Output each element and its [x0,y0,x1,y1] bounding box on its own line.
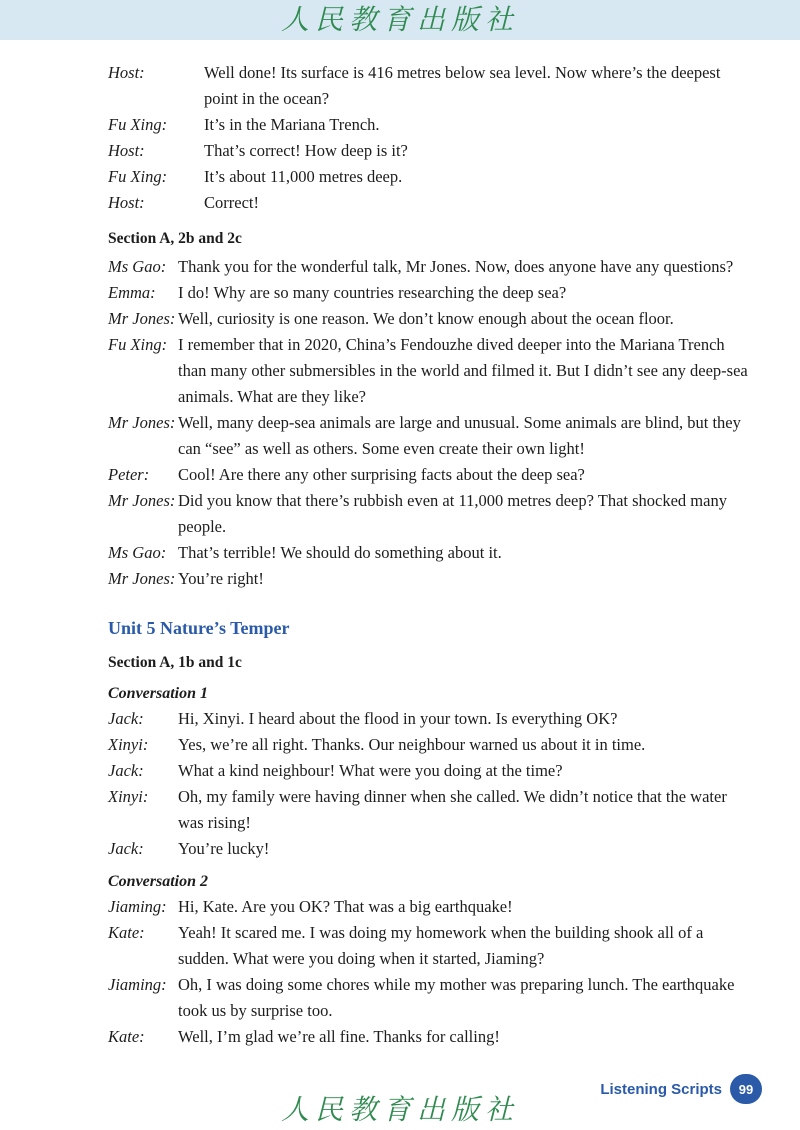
dialogue-block-2 [108,254,748,592]
speaker: Ms Gao: [108,257,167,276]
conversation-2 [108,894,748,1050]
section-heading: Section A, 2b and 2c [108,230,242,247]
speaker: Host: [108,193,145,212]
listening-scripts [108,60,748,1050]
dialogue-line [108,706,748,732]
utterance: You’re right! [178,569,264,588]
speaker: Xinyi: [108,735,149,754]
utterance: Well done! Its surface is 416 metres below sea level. Now where’s the deepest point in the ocean? [204,63,721,108]
unit-title: Unit 5 Nature’s Temper [108,618,290,638]
section-heading: Section A, 1b and 1c [108,654,242,671]
dialogue-line [108,332,748,410]
speaker: Jiaming: [108,897,167,916]
utterance: It’s about 11,000 metres deep. [204,167,403,186]
dialogue-line [108,836,748,862]
utterance: Well, I’m glad we’re all fine. Thanks for calling! [178,1027,500,1046]
dialogue-line [108,462,748,488]
speaker: Host: [108,63,145,82]
speaker: Mr Jones: [108,491,176,510]
dialogue-line [108,784,748,836]
speaker: Mr Jones: [108,569,176,588]
speaker: Jack: [108,761,144,780]
dialogue-line [108,732,748,758]
speaker: Emma: [108,283,156,302]
footer-label: Listening Scripts [600,1080,722,1098]
dialogue-line [108,164,748,190]
dialogue-line [108,758,748,784]
utterance: Yes, we’re all right. Thanks. Our neighbour warned us about it in time. [178,735,646,754]
speaker: Ms Gao: [108,543,167,562]
utterance: Thank you for the wonderful talk, Mr Jones. Now, does anyone have any questions? [178,257,734,276]
speaker: Fu Xing: [108,167,168,186]
dialogue-line [108,894,748,920]
dialogue-line [108,920,748,972]
speaker: Jack: [108,709,144,728]
speaker: Peter: [108,465,150,484]
dialogue-block-1 [108,60,748,216]
utterance: Cool! Are there any other surprising facts about the deep sea? [178,465,585,484]
publisher-logo: 人民教育出版社 [280,3,519,36]
dialogue-line [108,112,748,138]
dialogue-line [108,306,748,332]
utterance: That’s correct! How deep is it? [204,141,408,160]
utterance: I do! Why are so many countries researching the deep sea? [178,283,567,302]
speaker: Mr Jones: [108,309,176,328]
utterance: Oh, I was doing some chores while my mother was preparing lunch. The earthquake took us by surprise too. [178,975,735,1020]
utterance: Correct! [204,193,259,212]
dialogue-line [108,254,748,280]
dialogue-line [108,540,748,566]
dialogue-line [108,138,748,164]
utterance: Hi, Xinyi. I heard about the flood in your town. Is everything OK? [178,709,618,728]
utterance: What a kind neighbour! What were you doing at the time? [178,761,563,780]
utterance: That’s terrible! We should do something about it. [178,543,502,562]
utterance: You’re lucky! [178,839,270,858]
dialogue-line [108,972,748,1024]
dialogue-line [108,488,748,540]
utterance: I remember that in 2020, China’s Fendouzhe dived deeper into the Mariana Trench than many other submersibles in the world and filmed it. But I didn’t see any deep-sea animals. What are they like? [178,335,748,406]
dialogue-line [108,1024,748,1050]
utterance: Yeah! It scared me. I was doing my homework when the building shook all of a sudden. What were you doing when it started, Jiaming? [178,923,704,968]
utterance: Well, many deep-sea animals are large and unusual. Some animals are blind, but they can “see” as well as others. Some even create their own light! [178,413,741,458]
speaker: Xinyi: [108,787,149,806]
utterance: It’s in the Mariana Trench. [204,115,380,134]
conversation-heading: Conversation 1 [108,685,209,702]
utterance: Oh, my family were having dinner when she called. We didn’t notice that the water was rising! [178,787,727,832]
speaker: Kate: [108,923,145,942]
utterance: Well, curiosity is one reason. We don’t know enough about the ocean floor. [178,309,674,328]
speaker: Kate: [108,1027,145,1046]
dialogue-line [108,60,748,112]
dialogue-line [108,566,748,592]
dialogue-line [108,280,748,306]
dialogue-line [108,410,748,462]
speaker: Mr Jones: [108,413,176,432]
conversation-heading: Conversation 2 [108,873,209,890]
speaker: Host: [108,141,145,160]
speaker: Fu Xing: [108,335,168,354]
utterance: Did you know that there’s rubbish even at 11,000 metres deep? That shocked many people. [178,491,727,536]
speaker: Jack: [108,839,144,858]
page-number: 99 [730,1074,762,1104]
dialogue-line [108,190,748,216]
publisher-logo-bottom: 人民教育出版社 [280,1093,519,1126]
utterance: Hi, Kate. Are you OK? That was a big earthquake! [178,897,513,916]
speaker: Fu Xing: [108,115,168,134]
conversation-1 [108,706,748,862]
speaker: Jiaming: [108,975,167,994]
